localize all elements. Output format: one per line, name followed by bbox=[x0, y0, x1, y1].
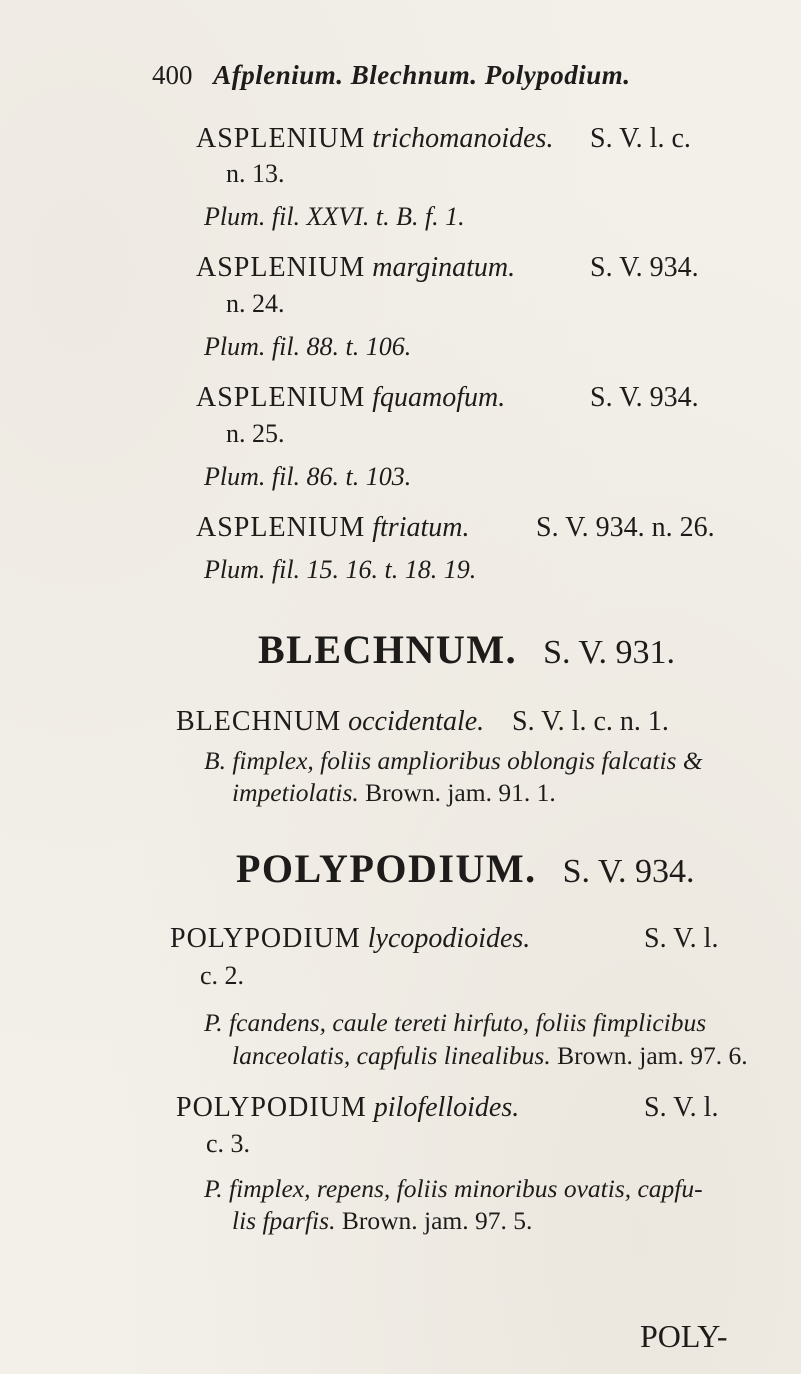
entry-number: n. 25. bbox=[226, 419, 285, 448]
genus-name: ASPLENIUM bbox=[196, 252, 366, 283]
entry-reference: S. V. l. bbox=[644, 923, 719, 954]
entry-reference: S. V. 934. bbox=[590, 252, 699, 283]
genus-name: POLYPODIUM bbox=[170, 923, 361, 954]
description-line bbox=[232, 1206, 532, 1236]
section-heading-polypodium bbox=[236, 845, 695, 892]
plumier-citation: Plum. fil. XXVI. t. B. f. 1. bbox=[204, 202, 465, 231]
entry-reference: S. V. l. c. n. 1. bbox=[512, 706, 669, 737]
species-name: pilofelloides. bbox=[373, 1092, 520, 1123]
section-reference: S. V. 934. bbox=[562, 853, 695, 890]
species-name: occidentale. bbox=[348, 706, 485, 737]
genus-name: ASPLENIUM bbox=[196, 382, 366, 413]
entry-polypodium-pilosselloides bbox=[176, 1092, 519, 1124]
species-name: fquamofum. bbox=[372, 382, 506, 413]
genus-name: BLECHNUM bbox=[176, 706, 342, 737]
description-source: Brown. jam. 97. 6. bbox=[557, 1041, 748, 1070]
entry-number: c. 2. bbox=[200, 961, 245, 990]
entry-number: n. 13. bbox=[226, 159, 285, 188]
description-text: lanceolatis, capfulis linealibus. bbox=[232, 1041, 551, 1070]
description-source: Brown. jam. 97. 5. bbox=[341, 1206, 533, 1235]
entry-asplenium-squamosum bbox=[196, 382, 505, 414]
entry-reference: S. V. l. bbox=[644, 1092, 719, 1123]
description-text: impetiolatis. bbox=[232, 778, 359, 807]
description-source: Brown. jam. 91. 1. bbox=[365, 778, 556, 807]
species-name: ftriatum. bbox=[372, 512, 470, 543]
species-name: trichomanoides. bbox=[372, 123, 554, 154]
entry-number: n. 24. bbox=[226, 289, 285, 318]
section-heading-blechnum bbox=[258, 626, 675, 673]
section-title: POLYPODIUM. bbox=[236, 846, 537, 891]
species-name: marginatum. bbox=[372, 252, 516, 283]
description-text: lis fparfis. bbox=[232, 1206, 336, 1235]
plumier-citation: Plum. fil. 86. t. 103. bbox=[204, 462, 412, 491]
entry-reference: S. V. 934. n. 26. bbox=[536, 512, 715, 543]
page-number: 400 bbox=[152, 60, 193, 90]
entry-polypodium-lycopodioides bbox=[170, 923, 530, 955]
running-title: Afplenium. Blechnum. Polypodium. bbox=[213, 60, 631, 90]
running-head bbox=[152, 60, 631, 91]
plumier-citation: Plum. fil. 88. t. 106. bbox=[204, 332, 412, 361]
catchword: POLY- bbox=[640, 1318, 728, 1354]
description-line: B. fimplex, foliis amplioribus oblongis falcatis & bbox=[204, 746, 703, 775]
genus-name: ASPLENIUM bbox=[196, 123, 366, 154]
section-title: BLECHNUM. bbox=[258, 627, 518, 672]
description-line: P. fcandens, caule tereti hirfuto, foliis fimplicibus bbox=[204, 1008, 707, 1037]
entry-asplenium-striatum bbox=[196, 512, 469, 544]
entry-blechnum-occidentale bbox=[176, 706, 484, 738]
entry-asplenium-trichomanoides bbox=[196, 123, 553, 155]
entry-reference: S. V. 934. bbox=[590, 382, 699, 413]
section-reference: S. V. 931. bbox=[543, 634, 676, 671]
genus-name: POLYPODIUM bbox=[176, 1092, 367, 1123]
species-name: lycopodioides. bbox=[367, 923, 531, 954]
entry-asplenium-marginatum bbox=[196, 252, 515, 284]
description-line bbox=[232, 1041, 748, 1071]
entry-number: c. 3. bbox=[206, 1129, 251, 1158]
entry-reference: S. V. l. c. bbox=[590, 123, 691, 154]
description-line bbox=[232, 778, 556, 808]
genus-name: ASPLENIUM bbox=[196, 512, 366, 543]
plumier-citation: Plum. fil. 15. 16. t. 18. 19. bbox=[204, 555, 477, 584]
description-line: P. fimplex, repens, foliis minoribus ovatis, capfu- bbox=[204, 1174, 703, 1203]
